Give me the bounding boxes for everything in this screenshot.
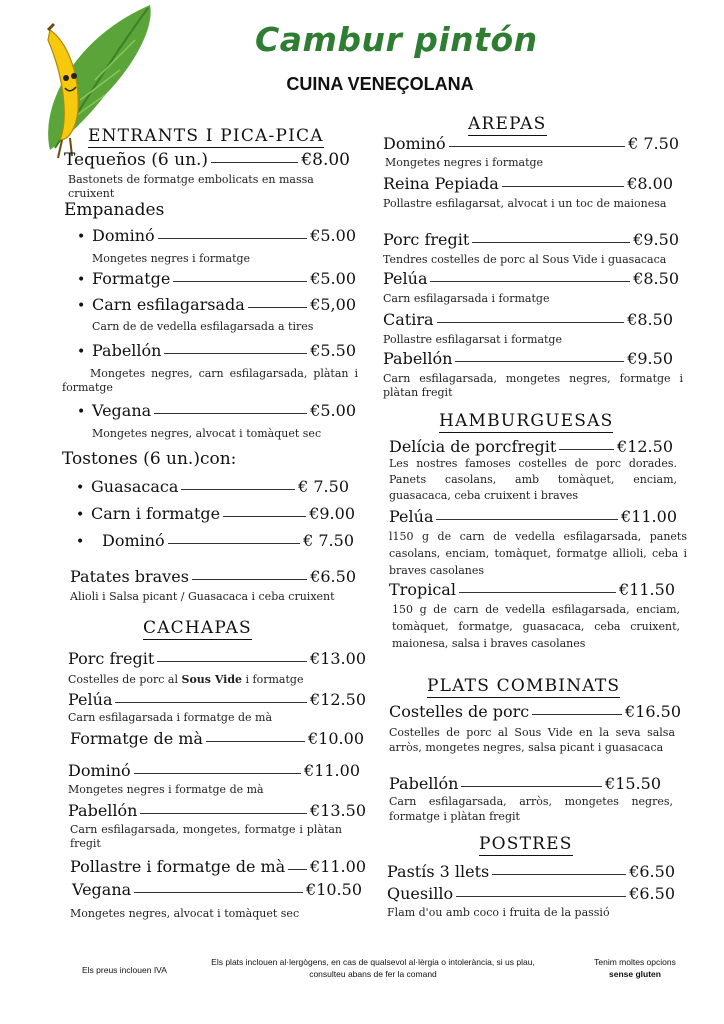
menu-item-postre-pastis: Pastís 3 llets €6.50	[387, 862, 675, 881]
item-desc: Pollastre esfilagarsat i formatge	[383, 333, 562, 346]
plats-combinats-title: PLATS COMBINATS	[427, 676, 621, 696]
item-desc: Carn esfilagarsada, arròs, mongetes negres, formatge i plàtan fregit	[389, 795, 673, 823]
brand-title: Cambur pintón	[255, 20, 538, 59]
menu-item-empanada-formatge: Formatge €5.00	[92, 269, 356, 288]
bullet: •	[76, 480, 85, 496]
item-desc: 150 g de carn de vedella esfilagarsada, enciam, tomàquet, formatge, guasacaca, ceba cruixent, maionesa, salsa i braves casolanes	[392, 603, 680, 650]
menu-item-arepa-catira: Catira €8.50	[383, 310, 673, 329]
item-desc: Alioli i Salsa picant / Guasacaca i ceba cruixent	[70, 590, 335, 603]
item-desc: Carn esfilagarsada i formatge	[383, 292, 550, 305]
item-desc: Carn esfilagarsada, mongetes negres, formatge i plàtan fregit	[383, 372, 683, 399]
cachapas-title: CACHAPAS	[143, 618, 252, 638]
bullet: •	[77, 344, 86, 360]
footer-gluten-line1: Tenim moltes opcions	[594, 957, 676, 967]
hamburguesas-title: HAMBURGUESAS	[439, 411, 614, 431]
bullet: •	[77, 229, 86, 245]
menu-item-cachapa-domino: Dominó €11.00	[68, 761, 360, 780]
menu-item-arepa-reina: Reina Pepiada €8.00	[383, 174, 673, 193]
item-desc: Carn esfilagarsada i formatge de mà	[68, 711, 272, 724]
menu-item-cachapa-porc: Porc fregit €13.00	[68, 649, 366, 668]
menu-item-tostones-carn: Carn i formatge €9.00	[91, 504, 355, 523]
bullet: •	[76, 507, 85, 523]
footer-vat-note: Els preus inclouen IVA	[82, 965, 167, 975]
menu-item-burger-delicia: Delícia de porcfregit €12.50	[389, 437, 673, 456]
item-desc: Costelles de porc al Sous Vide en la seva salsa arròs, mongetes negres, salsa picant i guasacaca	[389, 726, 675, 754]
menu-item-tostones-guasacaca: Guasacaca € 7.50	[91, 477, 349, 496]
item-desc: Mongetes negres i formatge de mà	[68, 783, 264, 796]
menu-item-tostones-domino: Dominó € 7.50	[102, 531, 354, 550]
menu-item-arepa-porc: Porc fregit €9.50	[383, 230, 679, 249]
bullet: •	[76, 534, 85, 550]
menu-item-plat-pabellon: Pabellón €15.50	[389, 774, 661, 793]
menu-item-arepa-domino: Dominó € 7.50	[383, 134, 679, 153]
item-desc: Mongetes negres, alvocat i tomàquet sec	[70, 907, 300, 920]
menu-item-tequenos: Tequeños (6 un.) €8.00	[64, 150, 350, 170]
menu-item-cachapa-pabellon: Pabellón €13.50	[68, 801, 366, 820]
item-desc: Les nostres famoses costelles de porc dorades. Panets casolans, amb tomàquet, enciam, guasacaca, ceba cruixent i braves	[389, 457, 677, 502]
menu-item-burger-tropical: Tropical €11.50	[389, 580, 675, 599]
item-desc: Pollastre esfilagarsat, alvocat i un toc de maionesa	[383, 197, 667, 210]
empanades-heading: Empanades	[64, 200, 165, 220]
item-desc: Mongetes negres i formatge	[385, 156, 544, 169]
menu-item-empanada-pabellon: Pabellón €5.50	[92, 341, 356, 360]
menu-item-empanada-carn: Carn esfilagarsada €5,00	[92, 295, 356, 314]
brand-subtitle: CUINA VENEÇOLANA	[286, 74, 474, 94]
menu-item-arepa-pelua: Pelúa €8.50	[383, 269, 679, 288]
item-desc: Tendres costelles de porc al Sous Vide i guasacaca	[383, 253, 667, 266]
menu-item-cachapa-pelua: Pelúa €12.50	[68, 690, 366, 709]
menu-item-empanada-domino: Dominó €5.00	[92, 226, 356, 245]
bullet: •	[77, 272, 86, 288]
item-desc: l150 g de carn de vedella esfilagarsada, panets casolans, enciam, tomàquet, formatge allioli, ceba i braves casolanes	[389, 530, 687, 577]
bullet: •	[77, 404, 86, 420]
menu-item-arepa-pabellon: Pabellón €9.50	[383, 349, 673, 368]
item-desc: Bastonets de formatge embolicats en massa cruixent	[68, 173, 314, 200]
item-desc: Mongetes negres i formatge	[92, 252, 251, 265]
menu-item-postre-quesillo: Quesillo €6.50	[387, 884, 675, 903]
menu-item-burger-pelua: Pelúa €11.00	[389, 507, 677, 526]
item-desc: Carn esfilagarsada, mongetes, formatge i plàtan fregit	[70, 823, 342, 850]
arepas-title: AREPAS	[468, 114, 547, 134]
menu-item-cachapa-formatge: Formatge de mà €10.00	[70, 729, 364, 748]
footer-gluten-line2: sense gluten	[609, 969, 661, 979]
item-desc: Carn de de vedella esfilagarsada a tires	[92, 320, 314, 333]
item-desc: Costelles de porc al Sous Vide i formatge	[68, 673, 304, 686]
footer-gluten-note	[580, 956, 690, 980]
menu-item-cachapa-vegana: Vegana €10.50	[72, 880, 362, 899]
item-desc: Mongetes negres, alvocat i tomàquet sec	[92, 427, 322, 440]
menu-item-plat-costelles: Costelles de porc €16.50	[389, 702, 681, 721]
postres-title: POSTRES	[479, 834, 573, 854]
entrants-title: ENTRANTS I PICA-PICA	[88, 126, 324, 146]
footer-allergen-note: Els plats inclouen al·lergògens, en cas de qualsevol al·lèrgia o intolerància, si us plau, consulteu abans de fer la comand	[211, 957, 535, 979]
menu-item-empanada-vegana: Vegana €5.00	[92, 401, 356, 420]
item-desc: Flam d'ou amb coco i fruita de la passió	[387, 906, 610, 919]
menu-item-patates-braves: Patates braves €6.50	[70, 567, 356, 586]
item-desc: Mongetes negres, carn esfilagarsada, plàtan i formatge	[62, 367, 358, 394]
menu-item-cachapa-pollastre: Pollastre i formatge de mà €11.00	[70, 857, 366, 876]
tostones-heading: Tostones (6 un.)con:	[62, 449, 237, 469]
bullet: •	[77, 298, 86, 314]
